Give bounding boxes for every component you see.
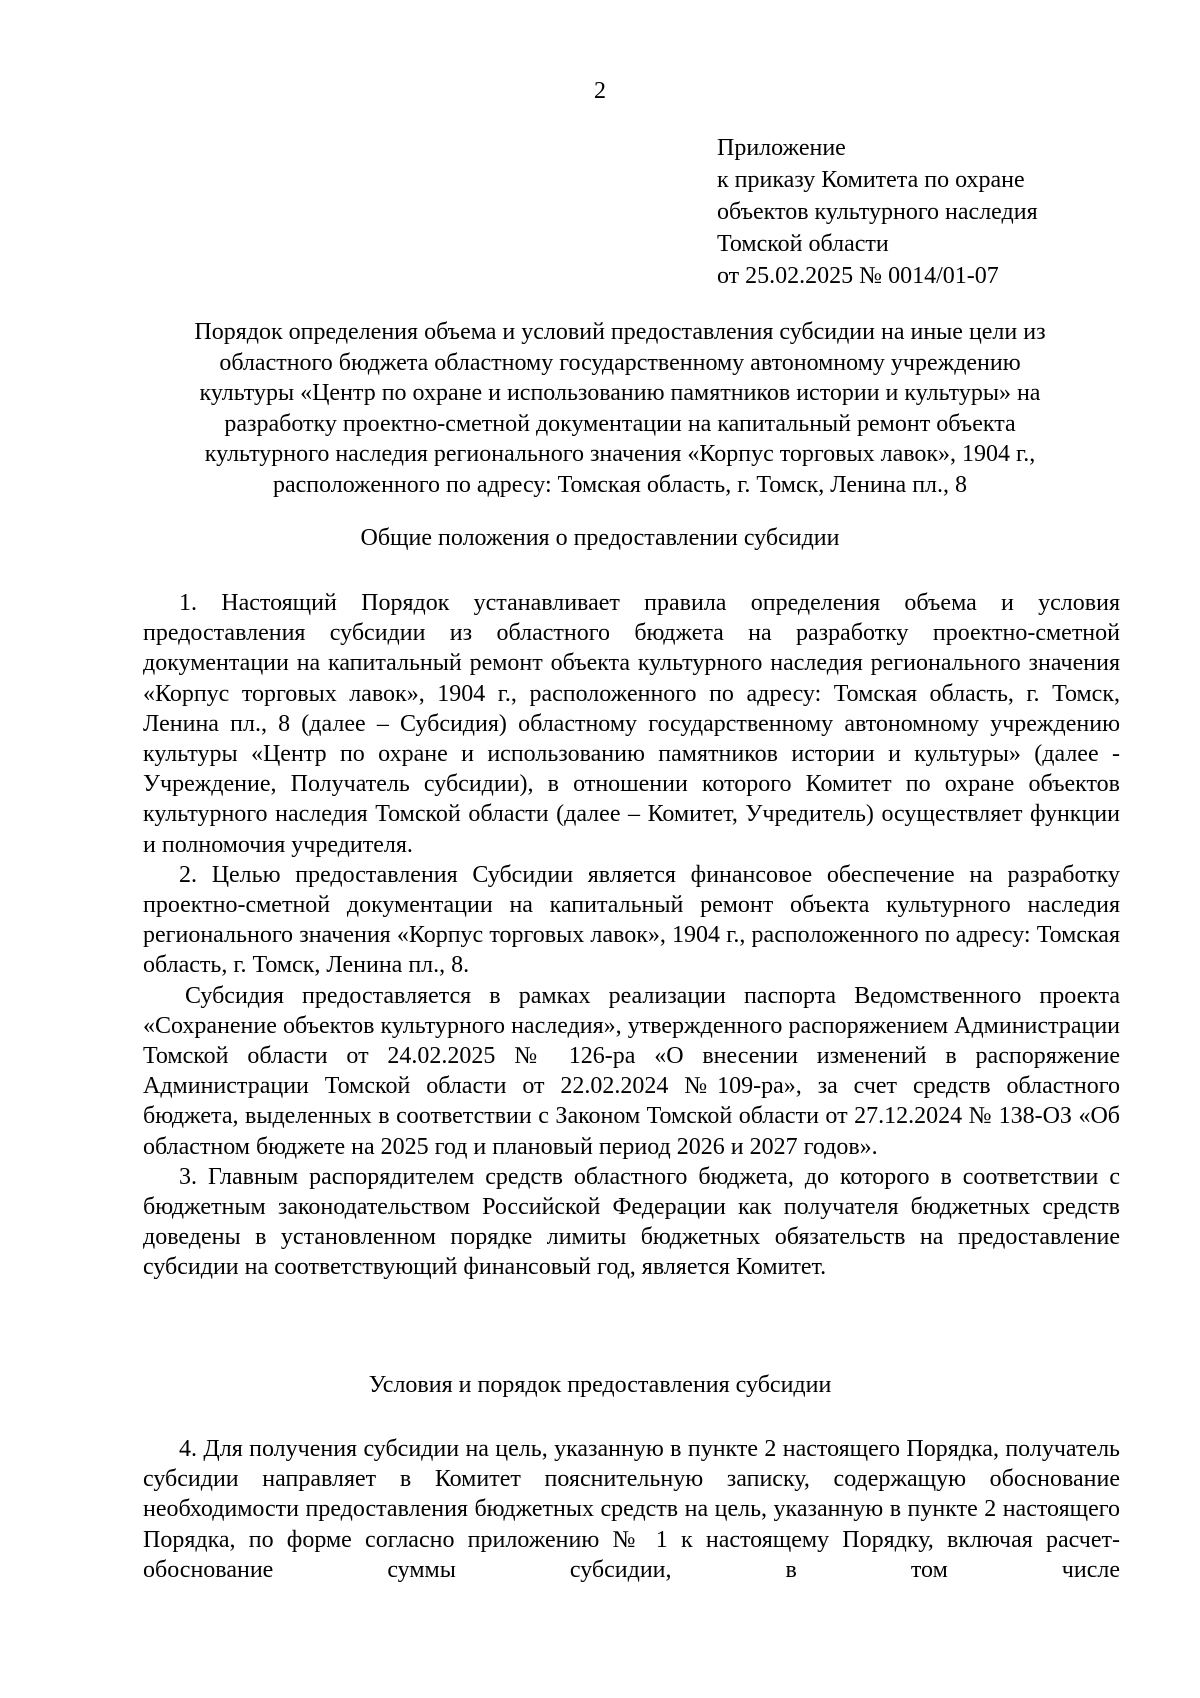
paragraph-2: 2. Целью предоставления Субсидии является финансовое обеспечение на разработку проектно-сметной документации на капитальный ремонт объекта культурного наследия регионального значения «Корпус торговых лавок», 1904 г., расположенного по адресу: Томская область, г. Томск, Ленина пл., 8. [143,861,1120,979]
paragraph-2-continued: Субсидия предоставляется в рамках реализации паспорта Ведомственного проекта «Сохранение объектов культурного наследия», утвержденного распоряжением Администрации Томской области от 24.02.2025 № 126-ра «О внесении изменений в распоряжение Администрации Томской области от 22.02.2024 №109-ра», за счет средств областного бюджета, выделенных в соответствии с Законом Томской области от 27.12.2024 № 138-ОЗ «Об областном бюджете на 2025 год и плановый период 2026 и 2027 годов». [143,982,1120,1160]
title-line: расположенного по адресу: Томская область, г. Томск, Ленина пл., 8 [272,471,968,498]
section-heading-general: Общие положения о предоставлении субсидии [360,525,840,551]
section-heading-conditions: Условия и порядок предоставления субсидии [368,1372,832,1398]
title-line: Порядок определения объема и условий предоставления субсидии на иные цели из [194,319,1046,345]
paragraph-3: 3. Главным распорядителем средств областного бюджета, до которого в соответствии с бюджетным законодательством Российской Федерации как получателя бюджетных средств доведены в установленном порядке лимиты бюджетных обязательств на предоставление субсидии на соответствующий финансовый год, является Комитет. [143,1163,1120,1281]
title-line: культуры «Центр по охране и использованию памятников истории и культуры» на [199,380,1041,406]
page-number: 2 [594,78,606,104]
appendix-line: Томской области [717,231,889,257]
paragraph-4: 4. Для получения субсидии на цель, указанную в пункте 2 настоящего Порядка, получатель субсидии направляет в Комитет пояснительную записку, содержащую обоснование необходимости предоставления бюджетных средств на цель, указанную в пункте 2 настоящего Порядка, по форме согласно приложению № 1 к настоящему Порядку, включая расчет-обоснование суммы субсидии, в том числе [143,1436,1120,1583]
section-conditions-body [143,1434,1120,1585]
title-line: областного бюджета областному государственному автономному учреждению [219,349,1021,376]
appendix-line: от 25.02.2025 № 0014/01-07 [717,263,999,289]
appendix-line: к приказу Комитета по охране [717,167,1025,193]
section-general-body [143,588,1120,1283]
appendix-line: Приложение [717,135,846,161]
title-line: разработку проектно-сметной документации на капитальный ремонт объекта [224,410,1016,437]
appendix-block [717,132,1038,292]
paragraph-1: 1. Настоящий Порядок устанавливает правила определения объема и условия предоставления субсидии из областного бюджета на разработку проектно-сметной документации на капитальный ремонт объекта культурного наследия регионального значения «Корпус торговых лавок», 1904 г., расположенного по адресу: Томская область, г. Томск, Ленина пл., 8 (далее – Субсидия) областному государственному автономному учреждению культуры «Центр по охране и использованию памятников истории и культуры» (далее - Учреждение, Получатель субсидии), в отношении которого Комитет по охране объектов культурного наследия Томской области (далее – Комитет, Учредитель) осуществляет функции и полномочия учредителя. [143,590,1120,858]
document-title [140,317,1100,500]
title-line: культурного наследия регионального значения «Корпус торговых лавок», 1904 г., [204,441,1036,467]
appendix-line: объектов культурного наследия [717,199,1038,225]
